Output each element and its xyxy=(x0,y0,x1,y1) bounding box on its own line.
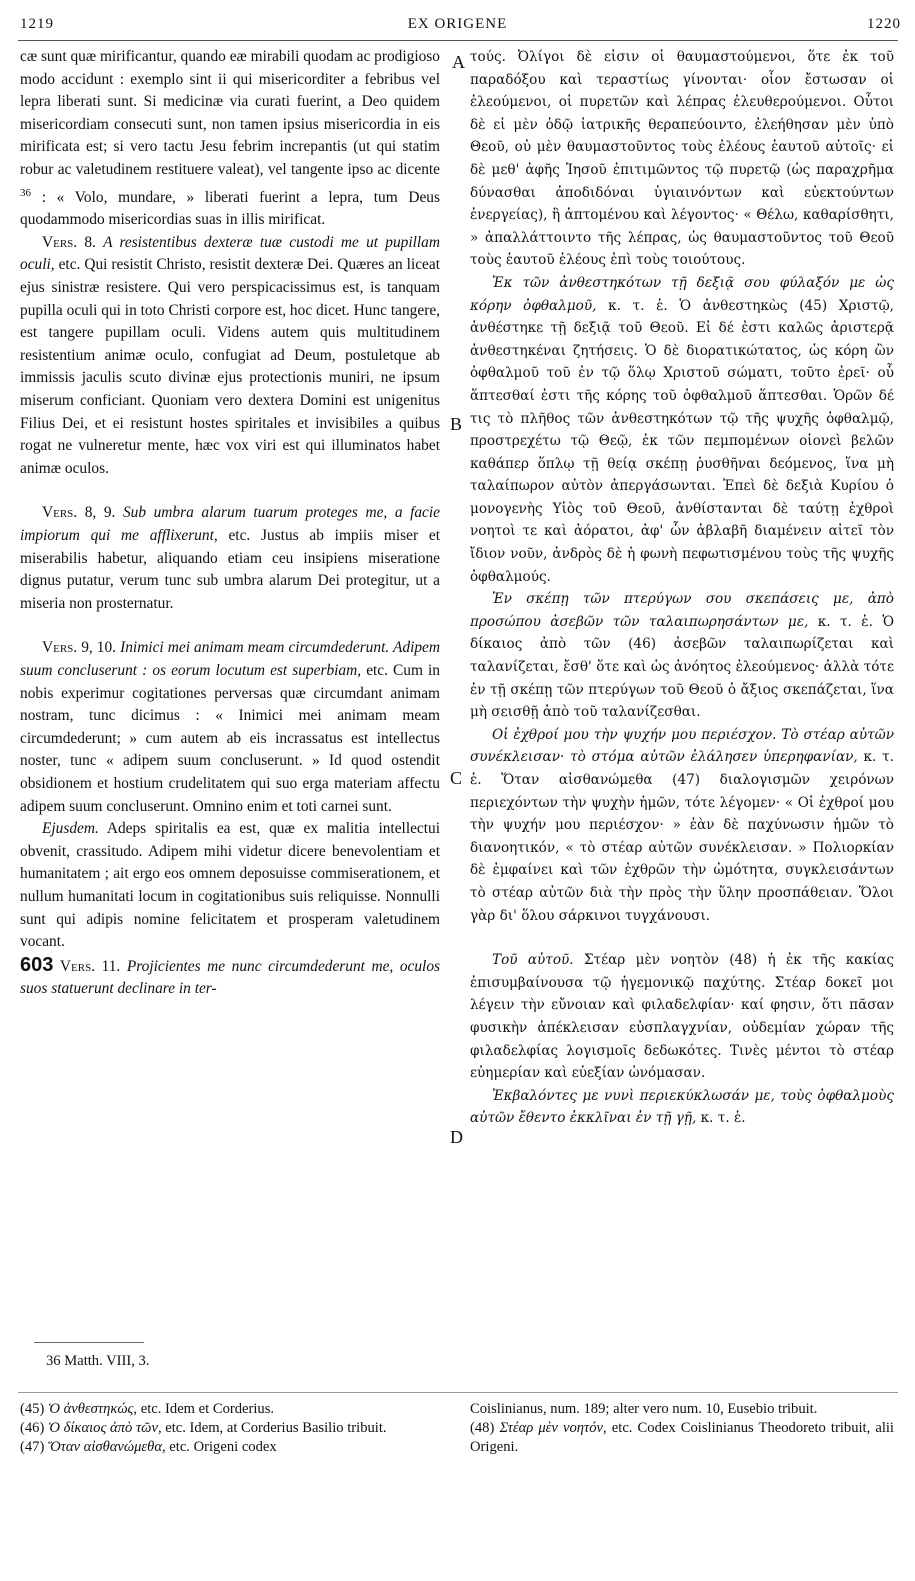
margin-letter-c: C xyxy=(450,768,463,788)
margin-letter-b: B xyxy=(450,414,463,434)
latin-text: Adeps spiritalis ea est, quæ ex malitia intellectui obvenit, crassitudo. Adipem mihi videtur dicere benevolentiam et humanitatem ; ait ergo eos omnem deposuisse commiserationem, et nullum humanitati locum in cogitationibus suis reliquisse. Nonnulli sunt qui adipis nomine felicitatem et prosperam valetudinem vocant. xyxy=(20,820,441,951)
section-label: Ejusdem. xyxy=(42,820,99,838)
note-lemma: Ὁ δίκαιος ἀπὸ τῶν, xyxy=(47,1420,162,1436)
latin-paragraph xyxy=(20,232,440,481)
latin-column xyxy=(20,46,440,1001)
note-number: (47) xyxy=(20,1439,45,1455)
footnote-ref: 36 xyxy=(20,186,31,199)
greek-text: Στέαρ μὲν νοητὸν (48) ἡ ἐκ τῆς κακίας ἐπισυμβαίνουσα τῷ ἡγεμονικῷ παχύτης. Στέαρ δοκεῖ μοι λέγειν τὴν εὔνοιαν καὶ φιλαδελφίαν· καί φησιν, ὅτι πᾶσαν φυσικὴν ἀπέκλεισαν εὐσπλαγχνίαν, οὐδεμίαν χώραν τῆς φιλαδελφίας λογισμοῖς δεδωκότες. Τινὲς μέντοι τὸ στέαρ εὐημερίαν καὶ εὐεξίαν ὠνόμασαν. xyxy=(470,952,894,1082)
latin-text: : « Volo, mundare, » liberati fuerint a lepra, tum Deus quodammodo misericordias suas in illis mirificat. xyxy=(20,188,440,229)
footnote-separator xyxy=(18,1392,898,1393)
note-lemma: Ὁ ἀνθεστηκώς, xyxy=(47,1401,138,1417)
critical-notes-left xyxy=(20,1400,440,1457)
verse-quote: Projicientes me nunc circumdederunt me, oculos suos statuerunt declinare in ter- xyxy=(20,957,440,998)
note-number: (45) xyxy=(20,1401,45,1417)
verse-quote: Οἱ ἐχθροί μου τὴν ψυχήν μου περιέσχον. Τὸ στέαρ αὐτῶν συνέκλεισαν· τὸ στόμα αὐτῶν ἐλάλησεν ὑπερηφανίαν, xyxy=(470,726,894,766)
greek-paragraph xyxy=(470,949,894,1085)
verse-label: Vers. 11. xyxy=(59,957,121,975)
latin-paragraph xyxy=(20,954,440,1001)
note-text: etc. Idem, at Corderius Basilio tribuit. xyxy=(165,1420,387,1436)
note-number: (46) xyxy=(20,1420,45,1436)
latin-paragraph xyxy=(20,818,440,954)
greek-text: κ. τ. ἑ. Ὁ ἀνθεστηκὼς (45) Χριστῷ, ἀνθέστηκε τῇ δεξιᾷ τοῦ Θεοῦ. Εἰ δέ ἐστι καλῶς ἀριστερᾷ ἀνθεστηκέναι ζητήσεις. Ὁ δὲ διορατικώτατος, ὡς κόρη ὢν ὀφθαλμοῦ τοῦ ἐν τῷ ὅλῳ Χριστοῦ σώματι, τοῦτο ἐρεῖ· οὗ ἅπτεσθαί ἐστι τῆς κόρης τοῦ ὀφθαλμοῦ ἅπτεσθαι. Ὁρῶν δέ τις τὸ πλῆθος τῶν ἀνθεστηκότων τῷ τῆς ψυχῆς ὀφθαλμῷ, προστρεχέτω τῷ Θεῷ, ἐκ τῶν πεμπομένων οἱονεὶ βελῶν καθάπερ ὅπλῳ τῇ θείᾳ σκέπῃ ῥυσθῆναι δεόμενος, ἵνα μὴ ταλαίπωρον αὐτὸν ἀπεργάσωνται. Ἐπεὶ δὲ δεξιὰ Κυρίου ὁ μονογενὴς Υἱὸς τοῦ Θεοῦ, ἀνθίστανται δὲ ταύτῃ ἐχθροὶ νοητοὶ τε καὶ ἀόρατοι, ἀφ' ὧν ἀβλαβῆ διαμένειν αἰτεῖ τὸν ἴδιον νοῦν, ἀνδρὸς δὲ ἡ φωνὴ πεφωτισμένου τοὺς τῆς ψυχῆς ὀφθαλμούς. xyxy=(470,297,894,585)
critical-note xyxy=(20,1419,440,1438)
note-text: etc. Origeni codex xyxy=(169,1439,277,1455)
greek-text: κ. τ. ἑ. Ὅταν αἰσθανώμεθα (47) διαλογισμῶν χειρόνων περιεχόντων τὴν ψυχὴν ἡμῶν, τότε λέγομεν· « Οἱ ἐχθροί μου τὴν ψυχήν μου περιέσχον· » ἐὰν δὲ παχύνωσιν ἡμῶν τὸ διανοητικόν, « τὸ στέαρ αὐτῶν συνέκλεισαν. » Πολιορκίαν δὲ ἐμφαίνει καὶ τῶν ἐχθρῶν τὴν ὠμότητα, συγκλεισάντων τὸ στέαρ αὐτῶν διὰ τὴν πρὸς τὴν ὕλην προσπάθειαν. Ὅλοι γὰρ δι' ὅλου σάρκινοι τυγχάνουσι. xyxy=(470,749,894,924)
latin-text: cæ sunt quæ mirificantur, quando eæ mirabili quodam ac prodigioso modo accidunt : exemplo sint ii qui misericorditer a febribus vel lepra liberati sunt. Si medicinæ via curati fuerint, a Deo quidem misericordiam consecuti sunt, non tamen ipsius misericordia in eis mirificata est; si vero tactu Jesu febrim increpantis (ut qui statim robur ac valetudinem restituere valeat), vel tangente ipso ac dicente xyxy=(20,48,440,178)
critical-note: Coislinianus, num. 189; alter vero num. 10, Eusebio tribuit. xyxy=(470,1401,818,1417)
verse-quote: Ἐκβαλόντες με νυνὶ περιεκύκλωσάν με, τοὺς ὀφθαλμοὺς αὐτῶν ἔθεντο ἐκκλῖναι ἐν τῇ γῇ, xyxy=(470,1087,894,1127)
running-header xyxy=(14,16,901,40)
greek-paragraph xyxy=(470,724,894,927)
verse-label: Vers. 9, 10. xyxy=(42,639,117,657)
running-title: EX ORIGENE xyxy=(407,16,508,32)
margin-letter-d: D xyxy=(450,1127,463,1147)
page-number-right: 1220 xyxy=(867,16,901,32)
scripture-footnote: 36 Matth. VIII, 3. xyxy=(46,1353,150,1369)
greek-paragraph xyxy=(470,272,894,588)
greek-column xyxy=(470,46,894,1130)
greek-text: κ. τ. ἑ. Ὁ δίκαιος ἀπὸ τῶν (46) ἀσεβῶν ταλαιπωρίζεται καὶ ταλανίζεται, ἔσθ' ὅτε καὶ ὡς ἀνόητος ἐλεούμενος· ἀλλὰ τότε ἐν τῇ σκέπῃ τῶν πτερύγων τοῦ Θεοῦ ὁ ἄξιος σκεπάζεται, ἵνα μὴ σεισθῇ ἀπὸ τοῦ ταλανίζεσθαι. xyxy=(470,613,894,721)
latin-text: etc. Justus ab impiis miser et miserabilis habetur, aliquando etiam ceu insipiens miseratione dignus putatur, verum tunc sub umbra alarum Dei protegitur, ut a miseria non prosternatur. xyxy=(20,527,440,612)
note-number: (48) xyxy=(470,1420,495,1436)
page-number-left: 1219 xyxy=(20,16,54,32)
latin-paragraph xyxy=(20,637,440,818)
critical-note xyxy=(20,1400,440,1419)
greek-text: κ. τ. ἑ. xyxy=(700,1110,746,1127)
verse-quote: Sub umbra alarum tuarum proteges me, a facie impiorum qui me afflixerunt, xyxy=(20,504,440,544)
note-lemma: Στέαρ μὲν νοητόν, xyxy=(499,1420,607,1436)
verse-quote: A resistentibus dexteræ tuæ custodi me ut pupillam oculi, xyxy=(20,233,440,274)
verse-label: Vers. 8, 9. xyxy=(42,504,116,522)
latin-text: etc. Cum in nobis experimur cogitationes perversas quæ circumdant animam nostram, tunc dicimus : « Inimici mei animam meam circumdederunt; » cum autem ab eis incrassatus est intellectus noster, tunc « adipem suum concluserunt. » Id quod ostendit obsidionem et hostium crudelitatem qui suo erga materiam affectu adipem suum concluserunt. Omnino enim et toti carnei sunt. xyxy=(20,661,441,815)
note-text: etc. Idem et Corderius. xyxy=(140,1401,275,1417)
verse-label: Vers. 8. xyxy=(42,233,96,251)
verse-quote: Ἐκ τῶν ἀνθεστηκότων τῇ δεξιᾷ σου φύλαξόν με ὡς κόρην ὀφθαλμοῦ, xyxy=(470,274,894,314)
section-label: Τοῦ αὐτοῦ. xyxy=(492,952,574,969)
latin-text: etc. Qui resistit Christo, resistit dexteræ Dei. Quæres an liceat ejus sinistræ resistere. Qui vero perspicacissimus est, is tanquam pupilla oculi qui in toto Christi corpore est, hoc dicet. Hunc tangere, est tangere pupillam oculi. Videns autem quis multitudinem resistentium animæ oculo, confugiat ad Deum, postuletque ab immissis jaculis scuto divinæ ejus protectionis muniri, ne ipsum miserum conficiant. Quoniam vero dextera Domini est unigenitus Filius Dei, et ei resistunt hostes spiritales et invisibiles a quibus rogat ne vulneretur mente, hæc vox viri est qui illuminatos habet animæ oculos. xyxy=(20,256,440,477)
column-number: 603 xyxy=(20,953,54,976)
critical-notes-right xyxy=(470,1400,894,1457)
latin-paragraph xyxy=(20,46,440,232)
verse-quote: Ἐν σκέπῃ τῶν πτερύγων σου σκεπάσεις με, ἀπὸ προσώπου ἀσεβῶν τῶν ταλαιπωρησάντων με, xyxy=(470,591,894,630)
verse-quote: Inimici mei animam meam circumdederunt. Adipem suum concluserunt : os eorum locutum est superbiam, xyxy=(20,639,440,679)
footnote-rule xyxy=(34,1342,144,1343)
greek-paragraph xyxy=(470,1085,894,1130)
greek-text: τούς. Ὀλίγοι δὲ εἰσιν οἱ θαυμαστούμενοι, ὅτε ἐκ τοῦ παραδόξου καὶ τεραστίως γίνονται· οἷον ἔστωσαν οἱ ἐλεούμενοι, οἱ πυρετῶν καὶ λέπρας ἐλευθερούμενοι. Οὗτοι δὲ εἰ μὲν ὁδῷ ἰατρικῆς θεραπεύοιντο, ἐλεήθησαν μὲν ὑπὸ Θεοῦ, οὐ μὲν θαυμαστοῦντος τοὺς ἐλέους ἑαυτοῦ αὐτοῖς· εἰ δὲ μεθ' ἀφῆς Ἰησοῦ ἐπιτιμῶντος τῷ πυρετῷ (ὡς παραχρῆμα δύνασθαι ἀποδιδόναι ὑγιαινόντων καὶ εὐεκτούντων ἐνεργείας), ἢ ἁπτομένου καὶ λέγοντος· « Θέλω, καθαρίσθητι, » ἀπαλλάττοιντο τῆς λέπρας, ὡς θαυμαστοῦντος τοῦ Θεοῦ τοὺς ἑαυτοῦ ἐλέους ἐπὶ τοὺς τοιούτους. xyxy=(470,49,894,269)
note-lemma: Ὅταν αἰσθανώμεθα, xyxy=(47,1439,166,1455)
critical-note xyxy=(470,1419,894,1457)
greek-paragraph xyxy=(470,46,894,272)
header-rule xyxy=(18,40,898,41)
latin-paragraph xyxy=(20,502,440,615)
greek-paragraph xyxy=(470,588,894,724)
margin-letter-a: A xyxy=(452,52,465,72)
critical-note xyxy=(20,1438,440,1457)
note-text: etc. Codex Coislinianus Theodoreto tribuit, alii Origeni. xyxy=(470,1420,894,1455)
